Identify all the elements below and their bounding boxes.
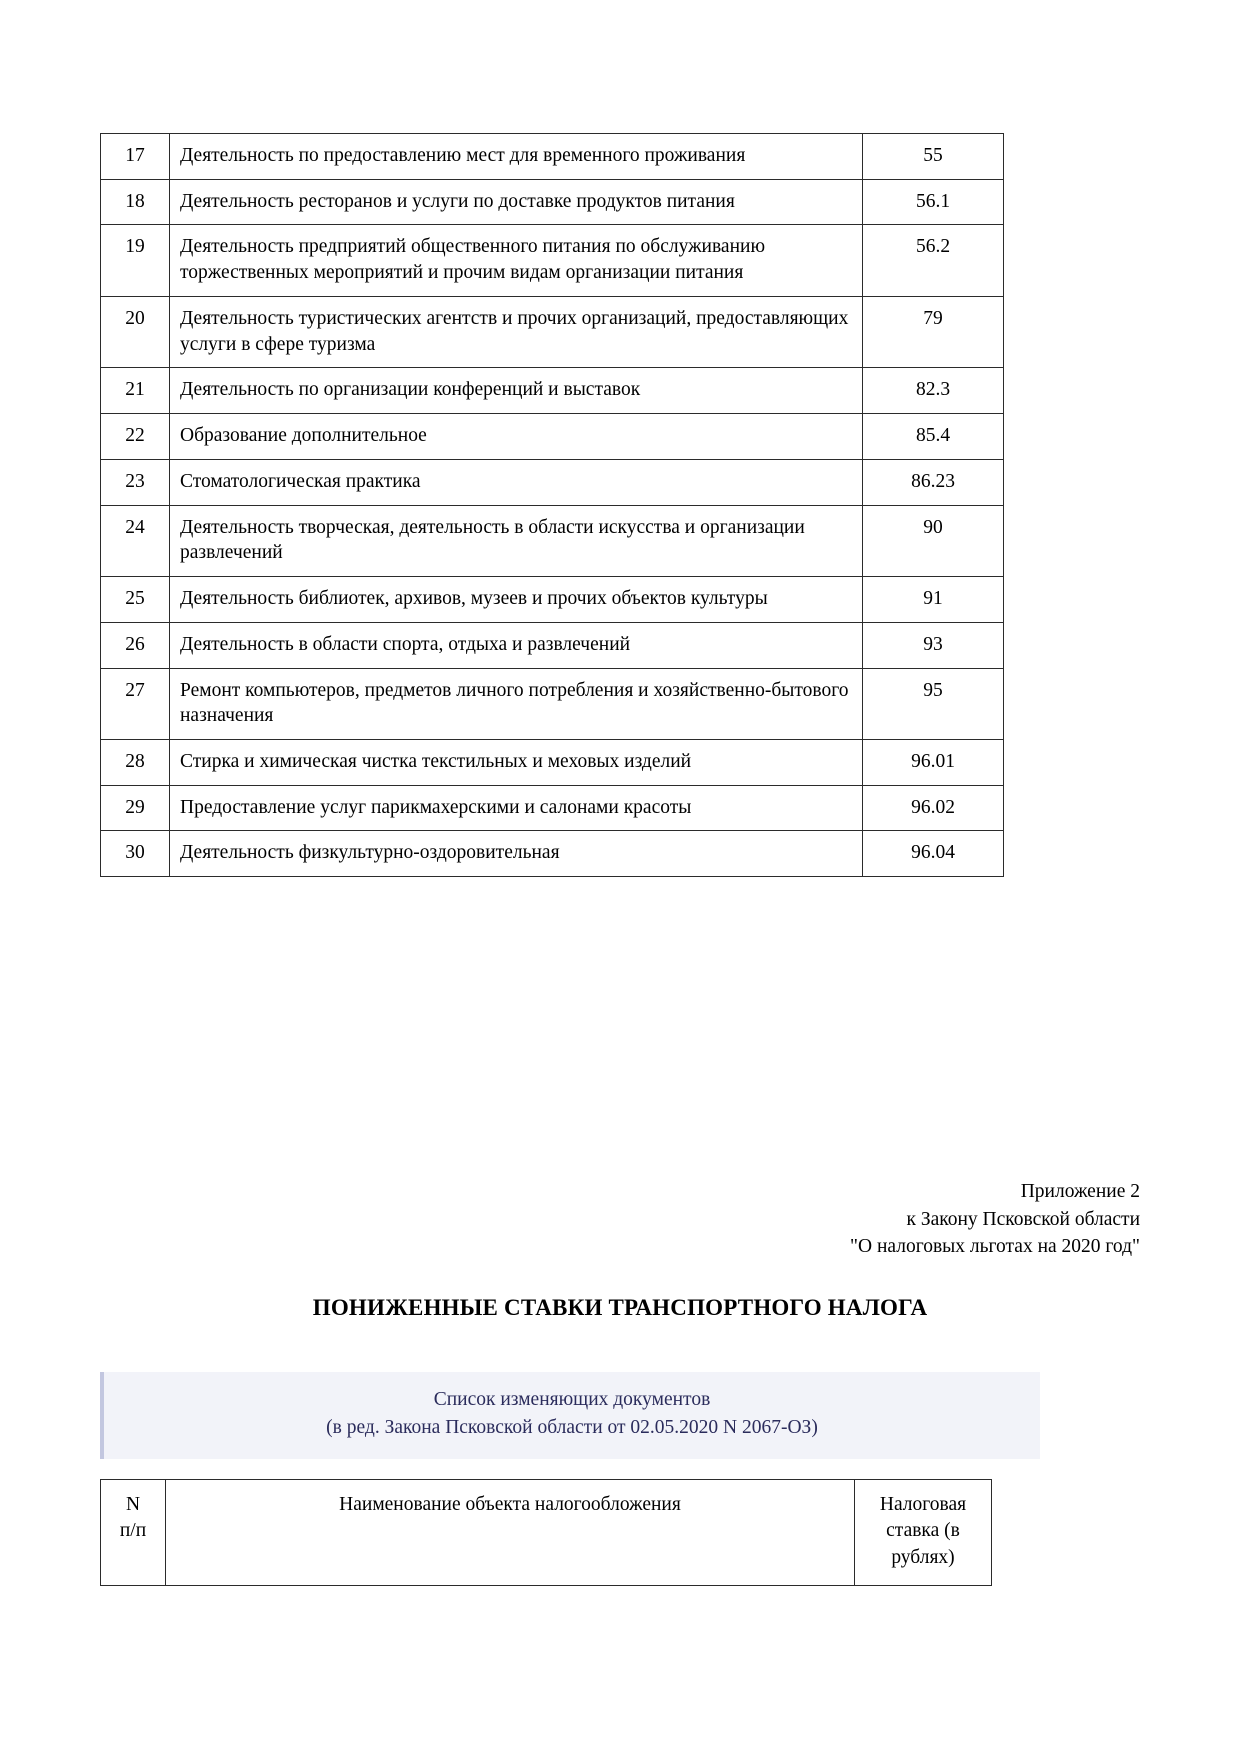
column-header-rate-line3: рублях) (891, 1546, 955, 1568)
table-row (101, 296, 1004, 367)
row-name-cell: Деятельность физкультурно-оздоровительная (170, 831, 863, 877)
row-rate-cell: 82.3 (863, 368, 1004, 414)
row-number-cell: 19 (101, 225, 170, 296)
table-row (101, 577, 1004, 623)
revision-reference: (в ред. Закона Псковской области от 02.05.2020 N 2067-ОЗ) (326, 1417, 818, 1439)
transport-rates-table (100, 1479, 992, 1586)
row-number-cell: 30 (101, 831, 170, 877)
table-row (101, 505, 1004, 576)
table-row (101, 740, 1004, 786)
revision-info-box (100, 1372, 1040, 1459)
row-name-cell: Деятельность по предоставлению мест для временного проживания (170, 134, 863, 180)
row-rate-cell: 79 (863, 296, 1004, 367)
row-number-cell: 17 (101, 134, 170, 180)
row-number-cell: 18 (101, 179, 170, 225)
table-row (101, 368, 1004, 414)
table-header-row (101, 1480, 992, 1586)
row-rate-cell: 55 (863, 134, 1004, 180)
column-header-rate-line2: ставка (в (886, 1520, 960, 1542)
transport-rates-table-wrapper (100, 1479, 992, 1586)
row-name-cell: Образование дополнительное (170, 414, 863, 460)
row-number-cell: 25 (101, 577, 170, 623)
row-rate-cell: 90 (863, 505, 1004, 576)
row-rate-cell: 96.02 (863, 785, 1004, 831)
row-rate-cell: 96.01 (863, 740, 1004, 786)
column-header-name: Наименование объекта налогообложения (166, 1480, 855, 1586)
table-row (101, 414, 1004, 460)
row-rate-cell: 56.1 (863, 179, 1004, 225)
row-number-cell: 24 (101, 505, 170, 576)
row-rate-cell: 95 (863, 668, 1004, 739)
table-row (101, 179, 1004, 225)
appendix-caption (440, 1178, 1140, 1261)
row-rate-cell: 96.04 (863, 831, 1004, 877)
row-number-cell: 21 (101, 368, 170, 414)
column-header-rate-line1: Налоговая (879, 1494, 967, 1515)
column-header-rate (855, 1480, 992, 1586)
row-name-cell: Ремонт компьютеров, предметов личного потребления и хозяйственно-бытового назначения (170, 668, 863, 739)
row-number-cell: 27 (101, 668, 170, 739)
row-number-cell: 20 (101, 296, 170, 367)
column-header-number-line1: N (125, 1494, 141, 1515)
appendix-line-1: Приложение 2 (1020, 1181, 1140, 1202)
table-row (101, 622, 1004, 668)
appendix-line-3: "О налоговых льготах на 2020 год" (850, 1236, 1140, 1258)
row-name-cell: Предоставление услуг парикмахерскими и салонами красоты (170, 785, 863, 831)
row-name-cell: Деятельность в области спорта, отдыха и развлечений (170, 622, 863, 668)
row-rate-cell: 93 (863, 622, 1004, 668)
row-name-cell: Деятельность туристических агентств и прочих организаций, предоставляющих услуги в сфере туризма (170, 296, 863, 367)
row-name-cell: Стирка и химическая чистка текстильных и меховых изделий (170, 740, 863, 786)
row-rate-cell: 91 (863, 577, 1004, 623)
column-header-number (101, 1480, 166, 1586)
row-rate-cell: 56.2 (863, 225, 1004, 296)
continued-rates-table (100, 133, 1004, 877)
table-body (101, 134, 1004, 877)
table-row (101, 668, 1004, 739)
page-title: ПОНИЖЕННЫЕ СТАВКИ ТРАНСПОРТНОГО НАЛОГА (312, 1295, 928, 1320)
row-rate-cell: 86.23 (863, 459, 1004, 505)
table-row (101, 134, 1004, 180)
column-header-number-line2: п/п (119, 1520, 147, 1542)
row-name-cell: Деятельность библиотек, архивов, музеев и прочих объектов культуры (170, 577, 863, 623)
revision-list-label: Список изменяющих документов (433, 1389, 711, 1410)
appendix-line-2: к Закону Псковской области (906, 1208, 1140, 1230)
table-row (101, 831, 1004, 877)
row-number-cell: 29 (101, 785, 170, 831)
row-number-cell: 22 (101, 414, 170, 460)
table-row (101, 225, 1004, 296)
row-name-cell: Деятельность по организации конференций и выставок (170, 368, 863, 414)
table-row (101, 785, 1004, 831)
row-number-cell: 26 (101, 622, 170, 668)
row-name-cell: Деятельность ресторанов и услуги по доставке продуктов питания (170, 179, 863, 225)
row-name-cell: Деятельность предприятий общественного питания по обслуживанию торжественных мероприятий и прочим видам организации питания (170, 225, 863, 296)
row-number-cell: 28 (101, 740, 170, 786)
row-number-cell: 23 (101, 459, 170, 505)
continued-rates-table-wrapper (100, 133, 1004, 877)
table-row (101, 459, 1004, 505)
row-name-cell: Деятельность творческая, деятельность в области искусства и организации развлечений (170, 505, 863, 576)
row-name-cell: Стоматологическая практика (170, 459, 863, 505)
row-rate-cell: 85.4 (863, 414, 1004, 460)
